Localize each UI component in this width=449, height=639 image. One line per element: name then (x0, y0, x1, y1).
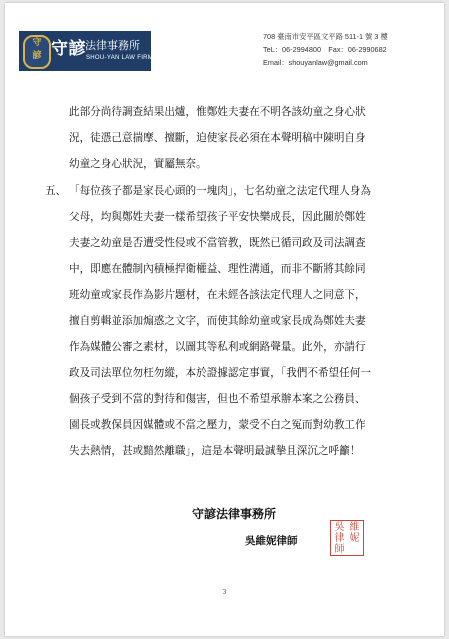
paragraph-line: 個孩子受到不當的對待和傷害，但也不希望承辦本案之公務員、 (69, 393, 366, 405)
paragraph-line: 此部分尚待調查結果出爐，惟鄭姓夫妻在不明各該幼童之身心狀 (69, 106, 366, 118)
firm-logo (19, 31, 154, 71)
logo-main-text: 守諺 (51, 39, 86, 59)
paragraph-line: 園長或教保員因媒體或不當之壓力，蒙受不白之冤而對幼教工作 (69, 419, 366, 431)
signature-lawyer: 吳維妮律師 (245, 535, 298, 547)
logo-seal-icon: 守 諺 (23, 35, 51, 69)
paragraph-line: 「每位孩子都是家長心頭的一塊肉」，七名幼童之法定代理人身為 (69, 185, 371, 197)
paragraph-line: 作為媒體公審之素材，以圖其等私利或網路聲量。此外，亦請行 (69, 341, 366, 353)
signature-firm: 守諺法律事務所 (192, 507, 277, 521)
paragraph-line: 中，即應在體制內積極捍衛權益、理性溝通，而非不斷將其餘同 (69, 263, 366, 275)
page-number: 3 (222, 588, 227, 596)
phone-fax: TeL：06-2994800 Fax：06-2990682 (263, 45, 387, 54)
address: 708 臺南市安平區文平路 511-1 號 3 樓 (263, 32, 388, 41)
paragraph-5 (69, 178, 399, 464)
paragraph-line: 幼童之身心狀況，實屬無奈。 (69, 158, 207, 170)
paragraph-line: 失去熱情，甚或黯然離職」，這是本聲明最誠摯且深沉之呼籲！ (69, 445, 361, 457)
letterhead-contact (263, 30, 388, 69)
logo-english-text: SHOU-YAN LAW FIRM (86, 55, 154, 61)
paragraph-line: 父母，均與鄭姓夫妻一樣希望孩子平安快樂成長，因此關於鄭姓 (69, 211, 366, 223)
paragraph-line: 夫妻之幼童是否遭受性侵或不當管教，既然已循司政及司法調查 (69, 237, 366, 249)
paragraph-line: 班幼童或家長作為影片題材，在未經各該法定代理人之同意下， (69, 289, 366, 301)
paragraph-line: 擅自剪輯並添加煽惑之文字，而使其餘幼童或家長成為鄭姓夫妻 (69, 315, 366, 327)
paragraph-number: 五、 (45, 185, 67, 197)
paragraph-line: 政及司法單位勿枉勿縱，本於證據認定事實，「我們不希望任何一 (69, 367, 371, 379)
continued-paragraph (69, 99, 399, 177)
paragraph-line: 況，徒憑己意揣摩、擅斷，迫使家長必須在本聲明稿中陳明自身 (69, 132, 366, 144)
logo-sub-text: 法律事務所 (85, 39, 140, 52)
email: Email：shouyanlaw@gmail.com (263, 58, 368, 67)
red-seal-stamp: 吳 維 律 妮 師 (330, 520, 364, 556)
document-page (5, 3, 444, 636)
